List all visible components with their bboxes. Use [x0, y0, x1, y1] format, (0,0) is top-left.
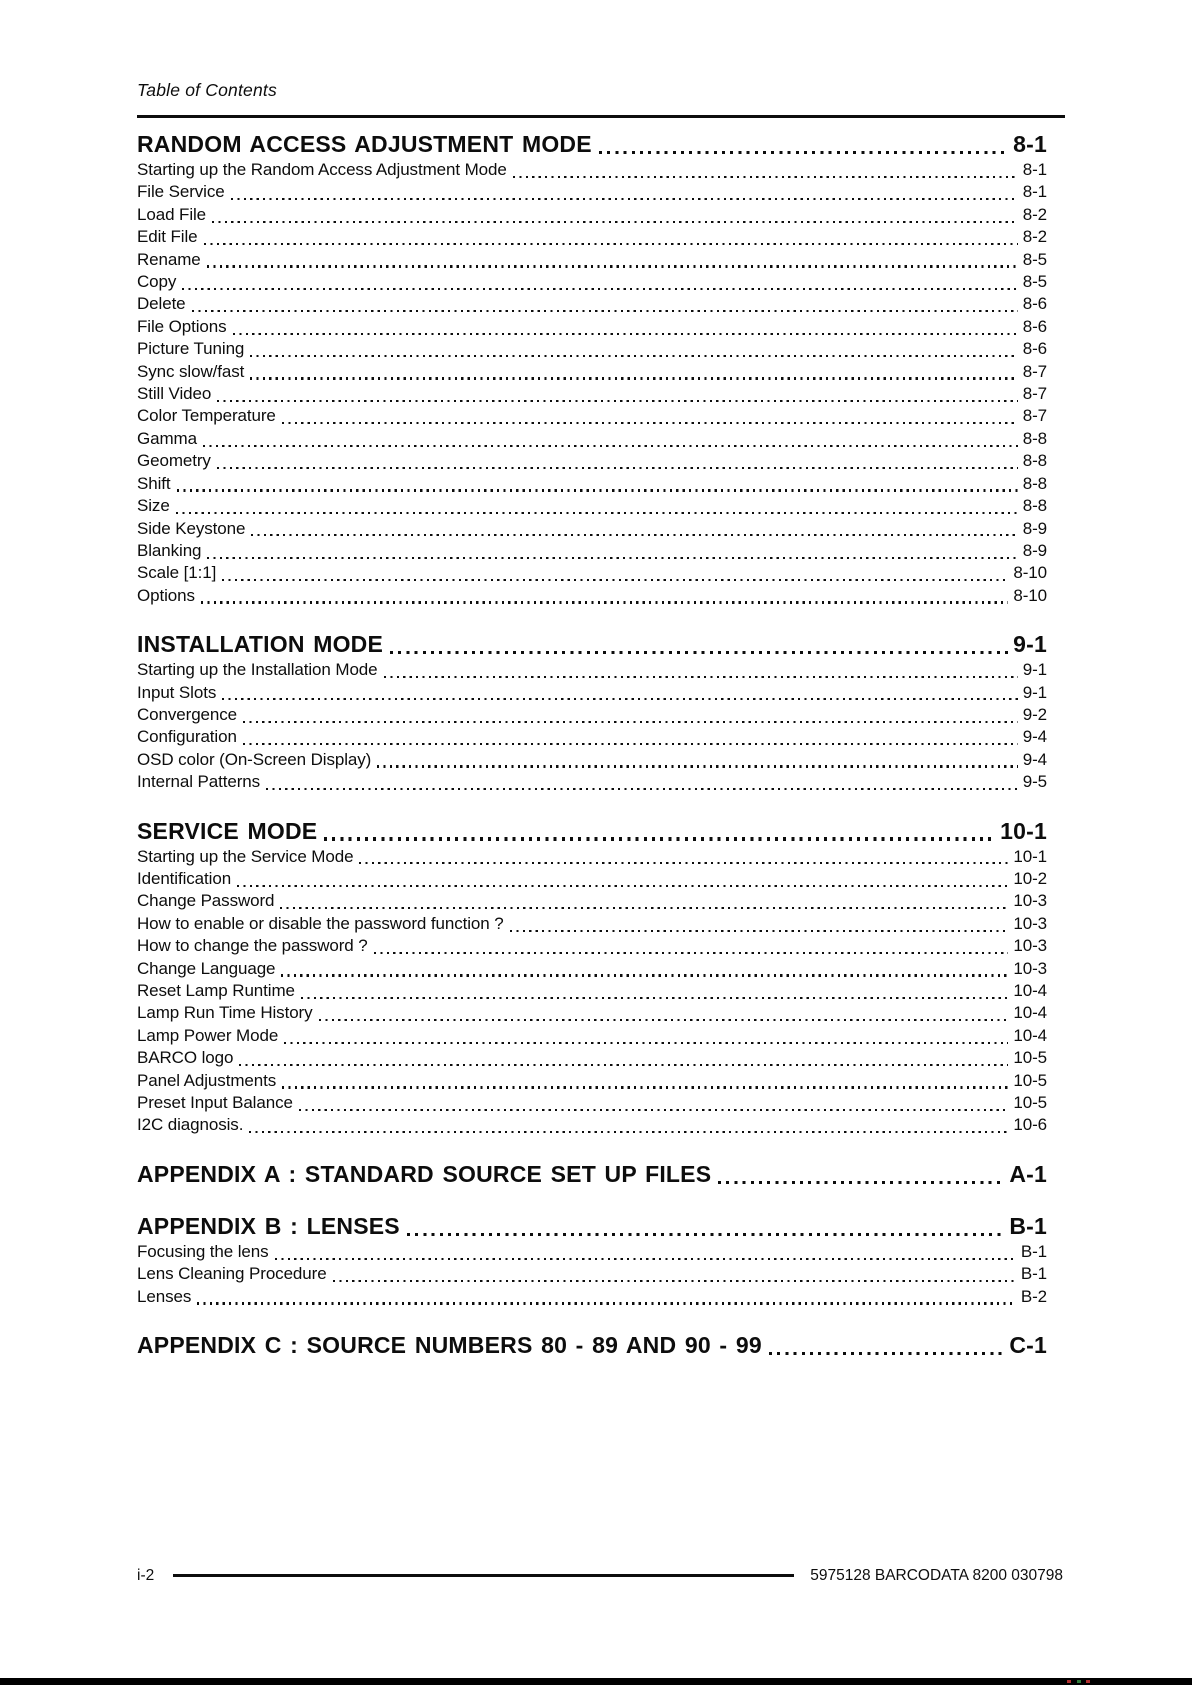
scan-color-speck — [1077, 1680, 1081, 1683]
toc-entry-page: B-1 — [1020, 1264, 1047, 1284]
page-content — [137, 0, 1047, 1360]
toc-entry-page: 8-6 — [1022, 339, 1047, 359]
toc-entry-label: Edit File — [137, 227, 198, 247]
dotted-leader — [239, 1064, 1008, 1066]
toc-entry-page: 10-5 — [1013, 1070, 1047, 1090]
dotted-leader — [204, 243, 1018, 245]
dotted-leader — [769, 1352, 1004, 1355]
dotted-leader — [222, 579, 1008, 581]
toc-entry-page: 9-1 — [1022, 660, 1047, 680]
toc-entry-label: Change Password — [137, 891, 275, 911]
toc-entry — [137, 980, 1047, 1002]
dotted-leader — [282, 1086, 1008, 1088]
header-divider — [137, 115, 1065, 118]
toc-entry-label: Input Slots — [137, 682, 217, 702]
toc-entry — [137, 1025, 1047, 1047]
toc-entry-label: How to enable or disable the password function ? — [137, 913, 504, 933]
dotted-leader — [250, 377, 1017, 379]
scan-color-speck — [1067, 1680, 1071, 1683]
toc-entry — [137, 338, 1047, 360]
toc-entry-label: Gamma — [137, 428, 197, 448]
toc-entry-page: 8-1 — [1022, 182, 1047, 202]
dotted-leader — [176, 512, 1018, 514]
toc-entry-label: Convergence — [137, 704, 238, 724]
dotted-leader — [222, 698, 1017, 700]
toc-entry-page: 8-1 — [1022, 160, 1047, 179]
toc-entry — [137, 562, 1047, 584]
dotted-leader — [301, 997, 1008, 999]
dotted-leader — [250, 355, 1017, 357]
toc-entry-page: 10-1 — [1013, 846, 1047, 866]
toc-entry-label: Starting up the Installation Mode — [137, 660, 378, 680]
toc-entry-page: 8-8 — [1022, 496, 1047, 516]
toc-entry — [137, 361, 1047, 383]
section-heading — [137, 630, 1047, 659]
toc-entry-page: 8-8 — [1022, 451, 1047, 471]
toc-entry-label: Sync slow/fast — [137, 361, 245, 381]
dotted-leader — [407, 1233, 1004, 1236]
toc-entry-label: Preset Input Balance — [137, 1093, 293, 1113]
toc-entry — [137, 226, 1047, 248]
toc-section — [137, 1212, 1047, 1308]
section-heading — [137, 1160, 1047, 1189]
toc-entry-label: OSD color (On-Screen Display) — [137, 749, 372, 769]
toc-entry — [137, 405, 1047, 427]
toc-entry-page: 10-3 — [1013, 958, 1047, 978]
toc-section — [137, 130, 1047, 607]
toc-entry-page: 10-5 — [1013, 1048, 1047, 1068]
toc-entry-page: 10-3 — [1013, 891, 1047, 911]
scan-edge-artifact — [0, 1678, 1192, 1685]
toc-entry — [137, 890, 1047, 912]
toc-entry-label: Starting up the Random Access Adjustment Mode — [137, 160, 507, 179]
toc-entry — [137, 704, 1047, 726]
toc-entry-page: 10-6 — [1013, 1115, 1047, 1135]
dotted-leader — [280, 907, 1008, 909]
dotted-leader — [207, 557, 1017, 559]
section-page: C-1 — [1009, 1332, 1047, 1359]
toc-entry-label: Lenses — [137, 1286, 192, 1306]
toc-entry-page: 10-2 — [1013, 868, 1047, 888]
section-page: 9-1 — [1013, 631, 1047, 658]
toc-entry-page: 9-1 — [1022, 682, 1047, 702]
toc-section — [137, 630, 1047, 793]
toc-entry-label: Load File — [137, 204, 207, 224]
toc-entry — [137, 495, 1047, 517]
dotted-leader — [203, 445, 1018, 447]
dotted-leader — [324, 837, 995, 840]
toc-entry-label: Internal Patterns — [137, 772, 261, 792]
toc-entry-label: Scale [1:1] — [137, 563, 217, 583]
dotted-leader — [384, 676, 1018, 678]
dotted-leader — [266, 788, 1018, 790]
toc-entry — [137, 473, 1047, 495]
toc-entry — [137, 518, 1047, 540]
toc-entry — [137, 749, 1047, 771]
toc-entry — [137, 1092, 1047, 1114]
toc-entry — [137, 913, 1047, 935]
page-footer — [137, 1566, 1063, 1585]
toc-entry-label: Rename — [137, 249, 201, 269]
section-entries — [137, 846, 1047, 1137]
toc-entry-label: Shift — [137, 473, 171, 493]
toc-entry-page: 10-5 — [1013, 1093, 1047, 1113]
dotted-leader — [599, 151, 1008, 154]
dotted-leader — [182, 288, 1017, 290]
dotted-leader — [243, 743, 1018, 745]
toc-entry-page: 8-10 — [1013, 585, 1047, 605]
toc-entry — [137, 1047, 1047, 1069]
dotted-leader — [243, 721, 1018, 723]
toc-entry-page: 10-4 — [1013, 981, 1047, 1000]
toc-entry-label: Options — [137, 585, 195, 605]
dotted-leader — [231, 198, 1018, 200]
toc-entry-label: Panel Adjustments — [137, 1070, 277, 1090]
dotted-leader — [217, 400, 1018, 402]
toc-entry-page: 8-2 — [1022, 227, 1047, 247]
toc-entry-label: Size — [137, 496, 170, 516]
dotted-leader — [390, 651, 1008, 654]
toc-entry — [137, 428, 1047, 450]
section-page: 8-1 — [1013, 131, 1047, 157]
toc-entry — [137, 1114, 1047, 1136]
toc-entry — [137, 958, 1047, 980]
toc-entry-page: 8-6 — [1022, 316, 1047, 336]
dotted-leader — [275, 1258, 1016, 1260]
dotted-leader — [212, 221, 1018, 223]
section-heading — [137, 130, 1047, 159]
toc-entry — [137, 659, 1047, 681]
toc-entry — [137, 540, 1047, 562]
toc-entry — [137, 1286, 1047, 1308]
toc-entry-page: 10-4 — [1013, 1003, 1047, 1023]
section-title: RANDOM ACCESS ADJUSTMENT MODE — [137, 131, 592, 157]
dotted-leader — [192, 310, 1018, 312]
section-entries — [137, 159, 1047, 607]
toc-entry — [137, 771, 1047, 793]
toc-entry-page: 8-10 — [1013, 563, 1047, 583]
toc-entry-page: 8-5 — [1022, 272, 1047, 292]
section-page: 10-1 — [1000, 817, 1047, 844]
dotted-leader — [510, 930, 1009, 932]
footer-page-number: i-2 — [137, 1567, 155, 1584]
toc-entry-page: 9-5 — [1022, 772, 1047, 792]
toc-entry — [137, 726, 1047, 748]
toc-entry — [137, 316, 1047, 338]
toc-entry-page: 9-4 — [1022, 727, 1047, 747]
toc-entry — [137, 181, 1047, 203]
dotted-leader — [217, 467, 1018, 469]
footer-divider — [173, 1574, 794, 1577]
toc-entry-page: 8-7 — [1022, 361, 1047, 381]
toc-entry — [137, 271, 1047, 293]
dotted-leader — [197, 1302, 1016, 1304]
section-heading — [137, 1212, 1047, 1241]
toc-entry-label: Blanking — [137, 540, 202, 560]
toc-entry-label: Delete — [137, 294, 186, 314]
dotted-leader — [207, 265, 1018, 267]
dotted-leader — [333, 1280, 1016, 1282]
toc-entry — [137, 249, 1047, 271]
toc-entry — [137, 585, 1047, 607]
section-heading — [137, 1331, 1047, 1360]
toc-entry — [137, 1263, 1047, 1285]
section-entries — [137, 659, 1047, 793]
scan-color-speck — [1086, 1680, 1090, 1683]
toc-entry-label: Color Temperature — [137, 406, 276, 426]
toc-entry-page: 8-6 — [1022, 294, 1047, 314]
dotted-leader — [374, 952, 1009, 954]
toc-entry-label: Copy — [137, 272, 177, 292]
section-title: APPENDIX C : SOURCE NUMBERS 80 - 89 AND 90 - 99 — [137, 1332, 762, 1359]
toc-entry — [137, 1070, 1047, 1092]
toc-entry-page: 8-7 — [1022, 384, 1047, 404]
toc-entry-label: Starting up the Service Mode — [137, 846, 354, 866]
toc-entry-page: 8-9 — [1022, 518, 1047, 538]
toc-entry-label: File Service — [137, 182, 225, 202]
toc-entry-page: 9-2 — [1022, 704, 1047, 724]
toc-entry-page: 8-8 — [1022, 428, 1047, 448]
toc-entry-label: I2C diagnosis. — [137, 1115, 244, 1135]
toc-entry — [137, 1241, 1047, 1263]
toc-entry-label: Configuration — [137, 727, 237, 747]
toc-section — [137, 817, 1047, 1137]
section-title: INSTALLATION MODE — [137, 631, 384, 658]
toc-entry — [137, 682, 1047, 704]
toc-entry — [137, 204, 1047, 226]
dotted-leader — [237, 885, 1008, 887]
toc-entry-page: 8-9 — [1022, 540, 1047, 560]
toc-entry-page: B-1 — [1020, 1241, 1047, 1261]
toc-entry-label: Side Keystone — [137, 518, 246, 538]
dotted-leader — [282, 422, 1018, 424]
toc-entry-label: How to change the password ? — [137, 936, 368, 956]
toc-entry — [137, 159, 1047, 181]
toc-entry-page: 9-4 — [1022, 749, 1047, 769]
toc-entry-page: 10-3 — [1013, 936, 1047, 956]
toc-entry — [137, 935, 1047, 957]
section-page: B-1 — [1009, 1212, 1047, 1239]
section-entries — [137, 1241, 1047, 1308]
section-title: APPENDIX A : STANDARD SOURCE SET UP FILES — [137, 1160, 712, 1187]
dotted-leader — [233, 333, 1018, 335]
toc-entry-label: Reset Lamp Runtime — [137, 981, 295, 1000]
section-title: APPENDIX B : LENSES — [137, 1212, 400, 1239]
section-page: A-1 — [1009, 1160, 1047, 1187]
toc-entry-label: Identification — [137, 868, 232, 888]
toc-entry — [137, 1002, 1047, 1024]
toc-section — [137, 1160, 1047, 1189]
toc-entry-label: Lamp Run Time History — [137, 1003, 313, 1023]
section-heading — [137, 817, 1047, 846]
dotted-leader — [513, 176, 1018, 178]
dotted-leader — [359, 862, 1008, 864]
toc-entry — [137, 383, 1047, 405]
toc-entry-label: Lens Cleaning Procedure — [137, 1264, 327, 1284]
toc-entry-label: Still Video — [137, 384, 212, 404]
toc-entry-label: BARCO logo — [137, 1048, 234, 1068]
toc-entry-page: 8-7 — [1022, 406, 1047, 426]
toc-entry-page: B-2 — [1020, 1286, 1047, 1306]
toc-sections — [137, 130, 1047, 1360]
toc-entry-page: 8-2 — [1022, 204, 1047, 224]
toc-entry-page: 8-5 — [1022, 249, 1047, 269]
dotted-leader — [281, 974, 1008, 976]
toc-entry-page: 8-8 — [1022, 473, 1047, 493]
toc-entry-label: Lamp Power Mode — [137, 1025, 279, 1045]
toc-section — [137, 1331, 1047, 1360]
toc-entry-page: 10-4 — [1013, 1025, 1047, 1045]
toc-entry-page: 10-3 — [1013, 913, 1047, 933]
dotted-leader — [249, 1131, 1008, 1133]
section-title: SERVICE MODE — [137, 817, 318, 844]
footer-doc-reference: 5975128 BARCODATA 8200 030798 — [810, 1567, 1063, 1584]
toc-entry — [137, 846, 1047, 868]
dotted-leader — [718, 1181, 1004, 1184]
dotted-leader — [177, 489, 1018, 491]
dotted-leader — [251, 534, 1017, 536]
toc-entry-label: File Options — [137, 316, 227, 336]
dotted-leader — [377, 765, 1017, 767]
toc-entry-label: Change Language — [137, 958, 276, 978]
toc-entry-label: Focusing the lens — [137, 1241, 269, 1261]
page-title: Table of Contents — [137, 80, 277, 100]
toc-entry-label: Geometry — [137, 451, 211, 471]
dotted-leader — [299, 1109, 1009, 1111]
toc-entry — [137, 450, 1047, 472]
toc-entry — [137, 868, 1047, 890]
dotted-leader — [319, 1019, 1009, 1021]
dotted-leader — [284, 1042, 1008, 1044]
toc-entry — [137, 293, 1047, 315]
toc-entry-label: Picture Tuning — [137, 339, 245, 359]
dotted-leader — [201, 601, 1008, 603]
